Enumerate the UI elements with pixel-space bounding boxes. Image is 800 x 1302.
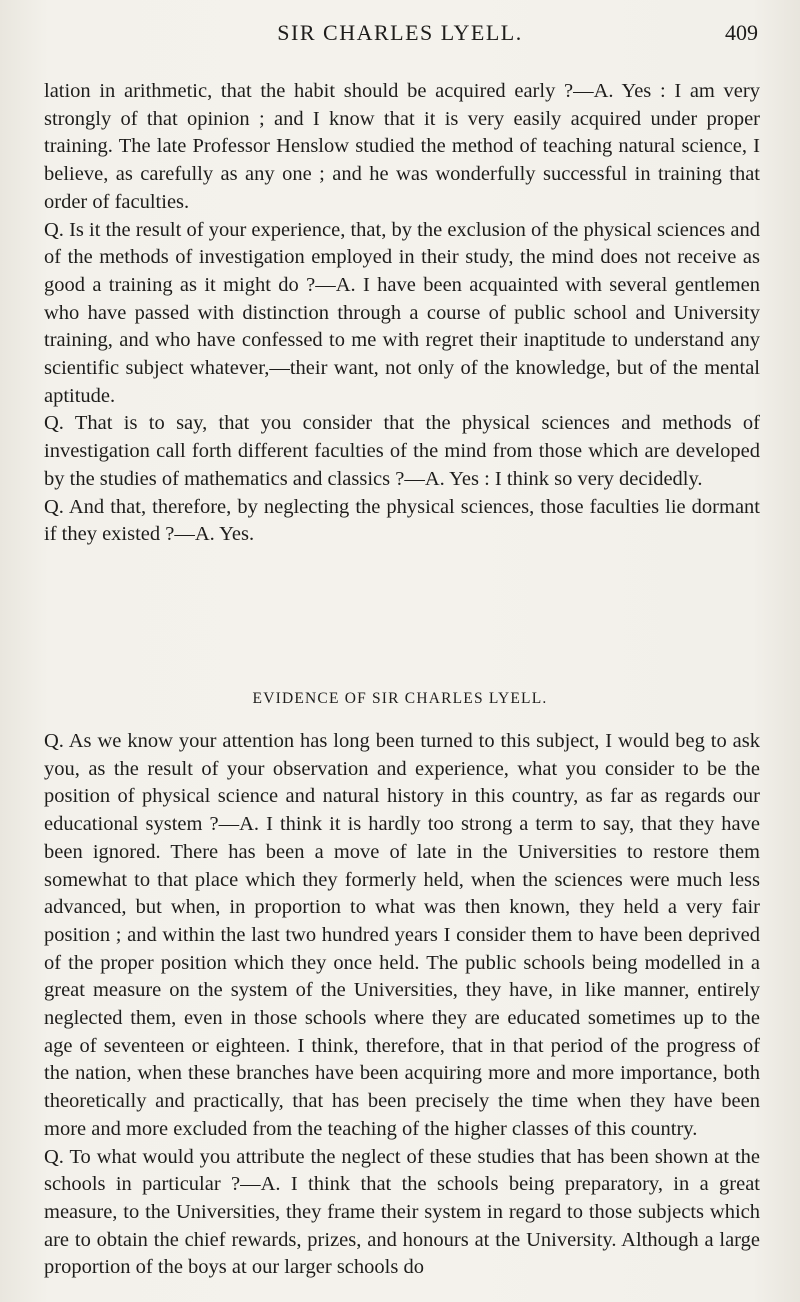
running-head-title: SIR CHARLES LYELL. (277, 20, 523, 45)
paragraph: Q. Is it the result of your experience, that, by the exclusion of the physical sciences and of the methods of investigation employed in their study, the mind does not receive as good a training as it might do ?—A. I have been acquainted with several gentlemen who have passed with distinction through a course of public school and University training, and who have confessed to me with regret their inaptitude to understand any scientific subject whatever,—their want, not only of the knowledge, but of the mental aptitude. (44, 218, 760, 407)
paragraph: Q. As we know your attention has long been turned to this subject, I would beg to ask you, as the result of your observation and experience, what you consider to be the position of physical science and natural history in this country, as far as regards our educational system ?—A. I think it is hardly too strong a term to say, that they have been ignored. There has been a move of late in the Universities to restore them somewhat to that place which they formerly held, when the sciences were much less advanced, but when, in proportion to what was then known, they held a very fair position ; and within the last two hundred years I consider them to have been deprived of the proper position which they once held. The public schools being modelled in a great measure on the system of the Universities, they have, in like manner, entirely neglected them, even in those schools where they are educated sometimes up to the age of seventeen or eighteen. I think, therefore, that in that period of the progress of the nation, when these branches have been acquiring more and more importance, both theoretically and practically, that has been precisely the time when they have been more and more excluded from the teaching of the higher classes of this country. (44, 730, 760, 1140)
paragraph: lation in arithmetic, that the habit should be acquired early ?—A. Yes : I am very strongly of that opinion ; and I know that it is very easily acquired under proper training. The late Professor Henslow studied the method of teaching natural science, I believe, as carefully as any one ; and he was wonderfully successful in training that order of faculties. (44, 80, 760, 213)
evidence-text (44, 728, 760, 1282)
paragraph: Q. And that, therefore, by neglecting the physical sciences, those faculties lie dormant if they existed ?—A. Yes. (44, 495, 760, 546)
paragraph: Q. To what would you attribute the neglect of these studies that has been shown at the schools in particular ?—A. I think that the schools being preparatory, in a great measure, to the Universities, they frame their system in regard to those subjects which are to obtain the chief rewards, prizes, and honours at the University. Although a large proportion of the boys at our larger schools do (44, 1145, 760, 1279)
section-heading: EVIDENCE OF SIR CHARLES LYELL. (252, 690, 548, 707)
page-number: 409 (725, 20, 758, 45)
paragraph: Q. That is to say, that you consider that the physical sciences and methods of investigation call forth different faculties of the mind from those which are developed by the studies of mathematics and classics ?—A. Yes : I think so very decidedly. (44, 412, 760, 490)
running-head (0, 20, 800, 50)
continuation-text (44, 78, 760, 549)
